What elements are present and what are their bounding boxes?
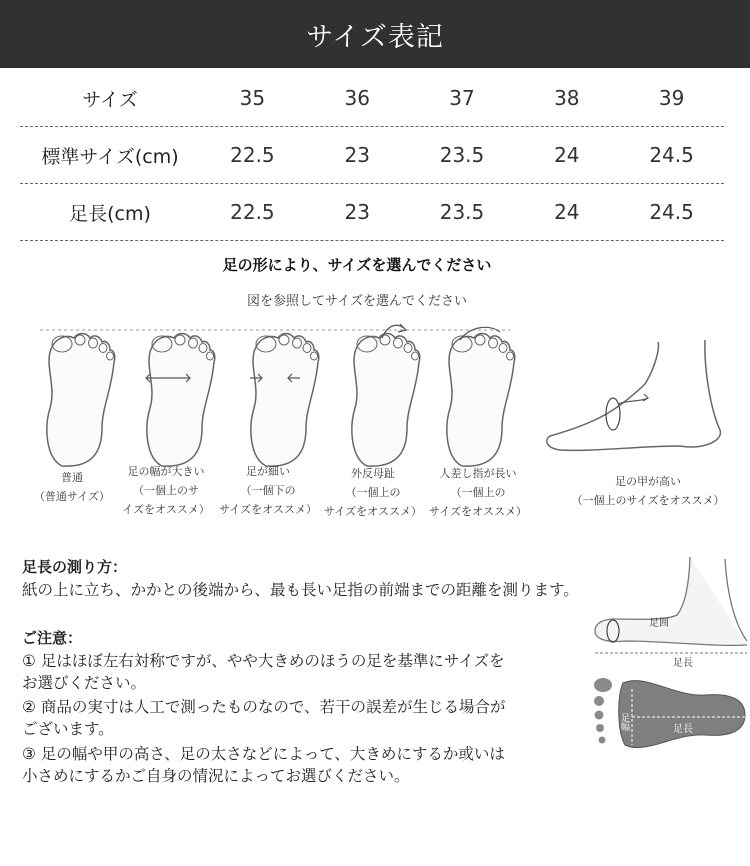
foot-shape-illustrations	[0, 318, 750, 468]
size-cell: 35	[239, 86, 266, 110]
guide-subline: 図を参照してサイズを選んでください	[247, 294, 467, 309]
side-foot-diagram-icon	[595, 557, 747, 669]
normal-caption: 普通 （普通サイズ）	[33, 471, 111, 503]
narrow-caption: 足が細い （一個下の サイズをオススメ）	[218, 465, 317, 516]
row-label: 足長(cm)	[69, 202, 151, 225]
standard-size-row	[20, 127, 724, 184]
girth-label: 足囲	[649, 618, 669, 629]
row-label: サイズ	[82, 88, 138, 111]
high-instep-foot-icon	[547, 340, 721, 450]
measure-title: 足長の測り方：	[22, 558, 128, 576]
size-table	[20, 70, 724, 241]
sole-print-diagram-icon	[594, 678, 745, 748]
notice-line: ございます。	[22, 720, 114, 738]
wide-caption: 足の幅が大きい （一個上のサ イズをオススメ）	[122, 465, 210, 516]
foot-length-row	[20, 184, 724, 241]
notice-line: ③ 足の幅や甲の高さ、足の太さなどによって、大きめにするか或いは	[22, 745, 505, 763]
notice-line: お選びください。	[22, 674, 147, 692]
size-cell: 24.5	[649, 200, 694, 224]
high-instep-caption: 足の甲が高い （一個上のサイズをオススメ）	[571, 475, 725, 507]
size-row	[20, 70, 724, 127]
length-label-sole: 足長	[673, 724, 693, 735]
size-cell: 24	[554, 143, 580, 167]
measurement-diagram	[585, 555, 750, 770]
guide-headline: 足の形により、サイズを選んでください	[222, 256, 492, 274]
size-cell: 23	[344, 200, 370, 224]
normal-foot-icon	[47, 334, 115, 467]
wide-foot-icon	[147, 334, 215, 467]
banner-title: サイズ表記	[306, 21, 444, 53]
size-cell: 23.5	[439, 200, 485, 224]
notice-line: ② 商品の実寸は人工で測ったものなので、若干の誤差が生じる場合が	[22, 698, 506, 716]
length-label: 足長	[673, 658, 693, 669]
notice-line: ① 足はほぼ左右対称ですが、やや大きめのほうの足を基準にサイズを	[22, 652, 505, 670]
size-cell: 38	[554, 86, 580, 110]
size-cell: 23.5	[439, 143, 485, 167]
row-label: 標準サイズ(cm)	[41, 145, 179, 168]
bunion-caption: 外反母趾 （一個上の サイズをオススメ）	[323, 467, 422, 518]
title-banner	[0, 0, 750, 68]
measure-text: 紙の上に立ち、かかとの後端から、最も長い足指の前端までの距離を測ります。	[22, 581, 579, 599]
notice-line: 小さめにするかご自身の情況によってお選びください。	[22, 767, 410, 785]
size-cell: 37	[449, 86, 475, 110]
size-cell: 24	[554, 200, 580, 224]
bunion-foot-icon	[352, 334, 420, 467]
size-cell: 22.5	[230, 143, 275, 167]
long-toe-caption: 人差し指が長い （一個上の サイズをオススメ）	[428, 467, 527, 518]
width-label: 足幅	[619, 713, 629, 731]
size-cell: 36	[344, 86, 370, 110]
size-cell: 24.5	[649, 143, 694, 167]
notice-title: ご注意：	[22, 629, 83, 647]
size-cell: 23	[344, 143, 370, 167]
narrow-foot-icon	[251, 334, 319, 467]
size-cell: 22.5	[230, 200, 275, 224]
size-cell: 39	[658, 86, 685, 110]
long-second-toe-foot-icon	[447, 334, 515, 467]
